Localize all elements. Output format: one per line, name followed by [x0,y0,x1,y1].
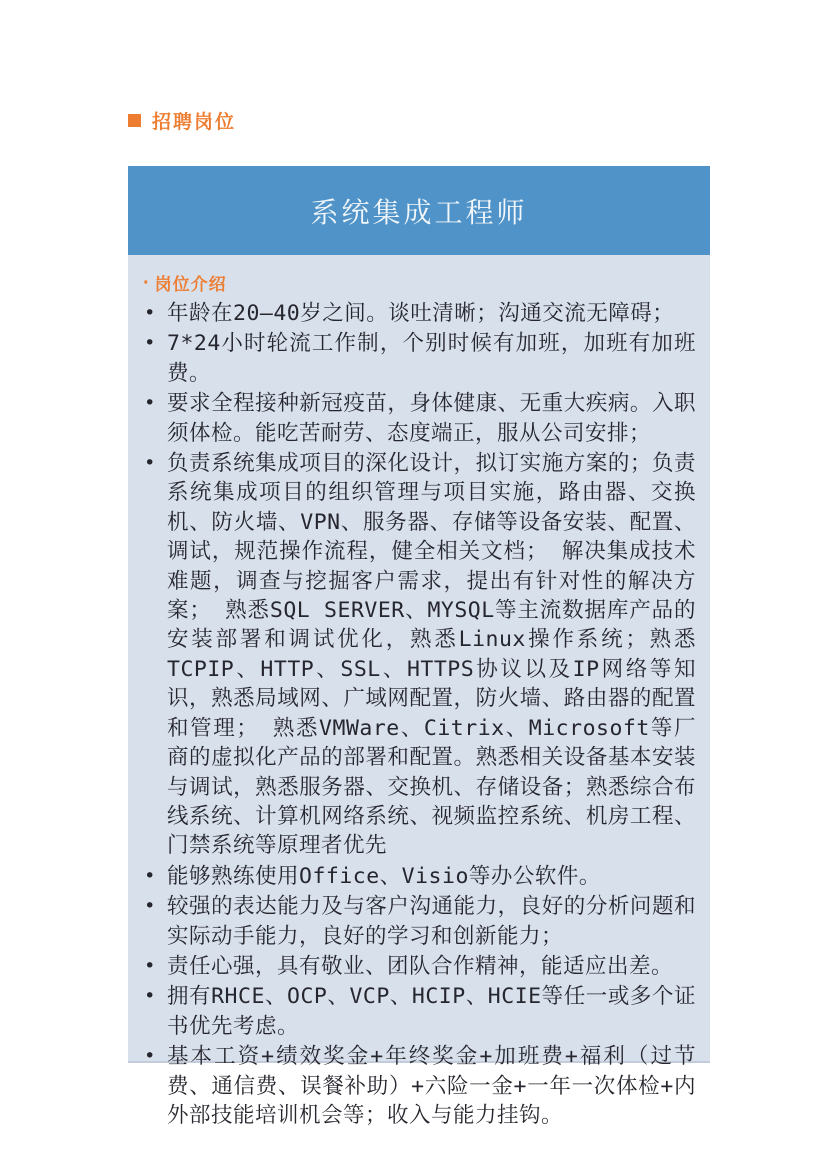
requirement-text: 能够熟练使用Office、Visio等办公软件。 [167,863,601,889]
requirement-text: 7*24小时轮流工作制，个别时候有加班，加班有加班费。 [167,331,696,386]
intro-label-row [143,270,696,295]
bullet-dot-icon: • [144,302,156,324]
section-heading [128,107,236,134]
list-item [141,449,696,861]
intro-label: 岗位介绍 [154,275,227,294]
requirements-list [141,299,696,1130]
bullet-dot-icon: • [144,895,156,918]
requirement-text: 要求全程接种新冠疫苗，身体健康、无重大疾病。入职须体检。能吃苦耐劳、态度端正，服从公司安排； [167,391,696,446]
job-title: 系统集成工程师 [310,196,528,228]
section-heading-label: 招聘岗位 [152,112,237,133]
bullet-dot-icon: • [144,392,156,415]
list-item [141,892,696,951]
requirement-text: 较强的表达能力及与客户沟通能力，良好的分析问题和实际动手能力，良好的学习和创新能力； [167,894,696,949]
orange-square-icon [128,114,141,127]
list-item [141,329,696,388]
list-item [141,1042,696,1130]
list-item [141,952,696,981]
bullet-dot-icon: • [144,954,156,977]
requirement-text: 拥有RHCE、OCP、VCP、HCIP、HCIE等任一或多个证书优先考虑。 [167,984,696,1039]
list-item [141,299,696,328]
bullet-dot-icon: • [144,332,156,355]
job-card-header [128,166,710,255]
requirement-text: 责任心强，具有敬业、团队合作精神，能适应出差。 [167,953,674,979]
requirement-text: 年龄在20—40岁之间。谈吐清晰；沟通交流无障碍； [167,301,675,326]
bullet-dot-icon: • [144,864,156,887]
bullet-dot-icon: • [144,1045,156,1068]
bullet-dot-icon: • [144,452,156,475]
requirement-text: 负责系统集成项目的深化设计，拟订实施方案的；负责系统集成项目的组织管理与项目实施，路由器、交换机、防火墙、VPN、服务器、存储等设备安装、配置、调试，规范操作流程，健全相关文档； 解决集成技术难题，调查与挖掘客户需求，提出有针对性的解决方案； 熟悉SQL SERVER、MYSQL等主流数据库产品的安装部署和调试优化，熟悉Linux操作系统；熟悉TCPIP、HTTP、SSL、HTTPS协议以及IP网络等知识，熟悉局域网、广域网配置，防火墙、路由器的配置和管理； 熟悉VMWare、Citrix、Microsoft等厂商的虚拟化产品的部署和配置。熟悉相关设备基本安装与调试，熟悉服务器、交换机、存储设备；熟悉综合布线系统、计算机网络系统、视频监控系统、机房工程、门禁系统等原理者优先 [167,451,696,859]
requirement-text: 基本工资+绩效奖金+年终奖金+加班费+福利（过节费、通信费、误餐补助）+六险一金+一年一次体检+内外部技能培训机会等；收入与能力挂钩。 [167,1044,696,1128]
list-item [141,389,696,448]
list-item [141,862,696,891]
list-item [141,982,696,1041]
bullet-dot-icon: • [144,985,156,1008]
job-card [128,166,710,1128]
job-card-body [128,255,710,1128]
orange-dot-icon: · [143,271,150,294]
